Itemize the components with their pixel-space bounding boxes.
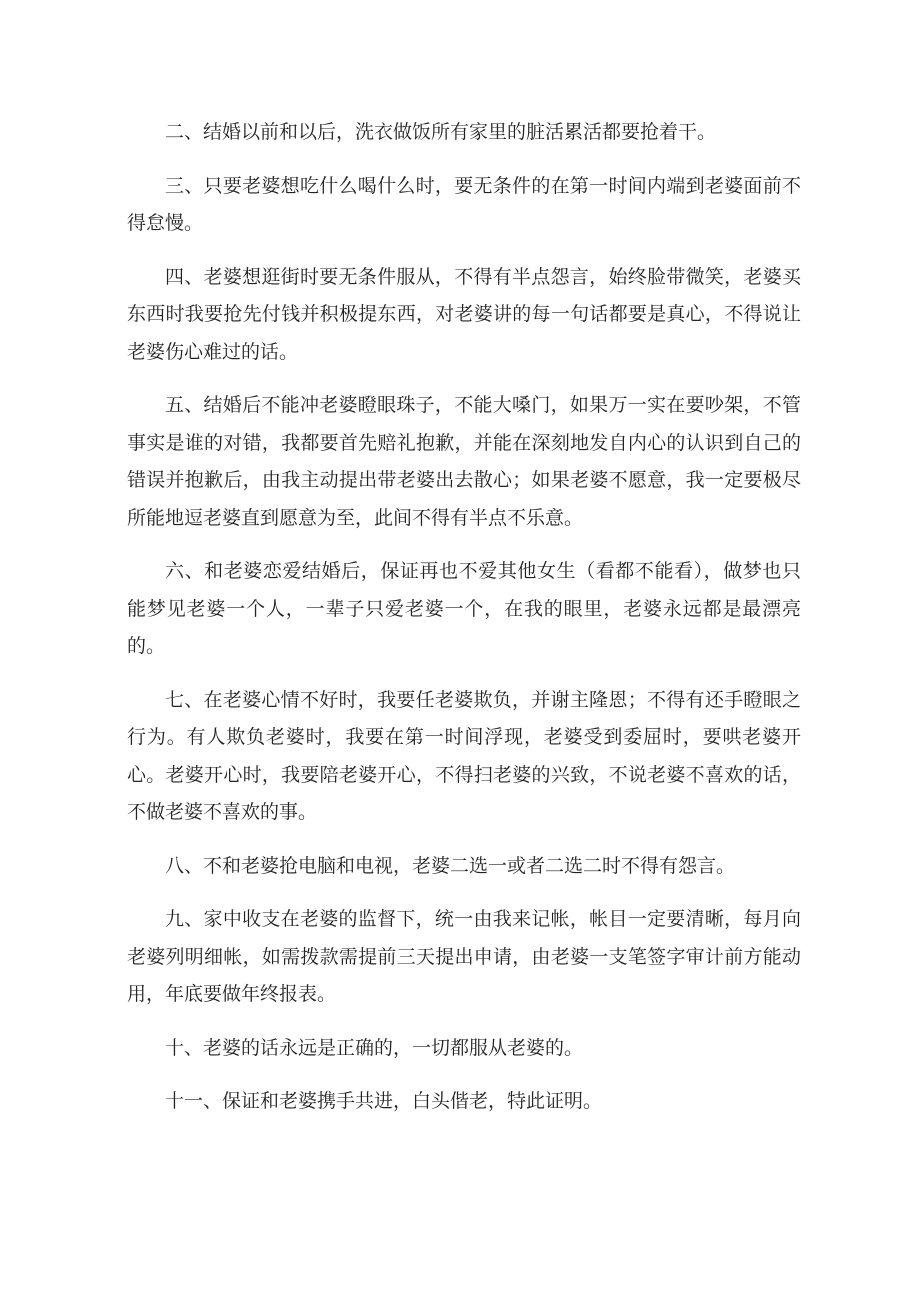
paragraph-8: 八、不和老婆抢电脑和电视，老婆二选一或者二选二时不得有怨言。 bbox=[165, 854, 736, 877]
paragraph-4: 四、老婆想逛街时要无条件服从，不得有半点怨言，始终脸带微笑，老婆买东西时我要抢先付钱并积极提东西，对老婆讲的每一句话都要是真心，不得说让老婆伤心难过的话。 bbox=[127, 265, 801, 363]
paragraph-9: 九、家中收支在老婆的监督下，统一由我来记帐，帐目一定要清晰，每月向老婆列明细帐，如需拨款需提前三天提出申请，由老婆一支笔签字审计前方能动用，年底要做年终报表。 bbox=[127, 908, 801, 1005]
paragraph-7: 七、在老婆心情不好时，我要任老婆欺负，并谢主隆恩；不得有还手瞪眼之行为。有人欺负老婆时，我要在第一时间浮现，老婆受到委屈时，要哄老婆开心。老婆开心时，我要陪老婆开心，不得扫老婆的兴致，不说老婆不喜欢的话，不做老婆不喜欢的事。 bbox=[127, 688, 801, 823]
paragraph-3: 三、只要老婆想吃什么喝什么时，要无条件的在第一时间内端到老婆面前不得怠慢。 bbox=[127, 174, 801, 234]
document-body bbox=[127, 114, 801, 1137]
paragraph-11: 十一、保证和老婆携手共进，白头偕老，特此证明。 bbox=[165, 1090, 603, 1112]
paragraph-2: 二、结婚以前和以后，洗衣做饭所有家里的脏活累活都要抢着干。 bbox=[165, 121, 717, 143]
paragraph-10: 十、老婆的话永远是正确的，一切都服从老婆的。 bbox=[165, 1036, 584, 1059]
paragraph-5: 五、结婚后不能冲老婆瞪眼珠子，不能大嗓门，如果万一实在要吵架，不管事实是谁的对错，我都要首先赔礼抱歉，并能在深刻地发自内心的认识到自己的错误并抱歉后，由我主动提出带老婆出去散心；如果老婆不愿意，我一定要极尽所能地逗老婆直到愿意为至，此间不得有半点不乐意。 bbox=[127, 394, 801, 529]
paragraph-6: 六、和老婆恋爱结婚后，保证再也不爱其他女生（看都不能看），做梦也只能梦见老婆一个人，一辈子只爱老婆一个，在我的眼里，老婆永远都是最漂亮的。 bbox=[127, 560, 801, 657]
